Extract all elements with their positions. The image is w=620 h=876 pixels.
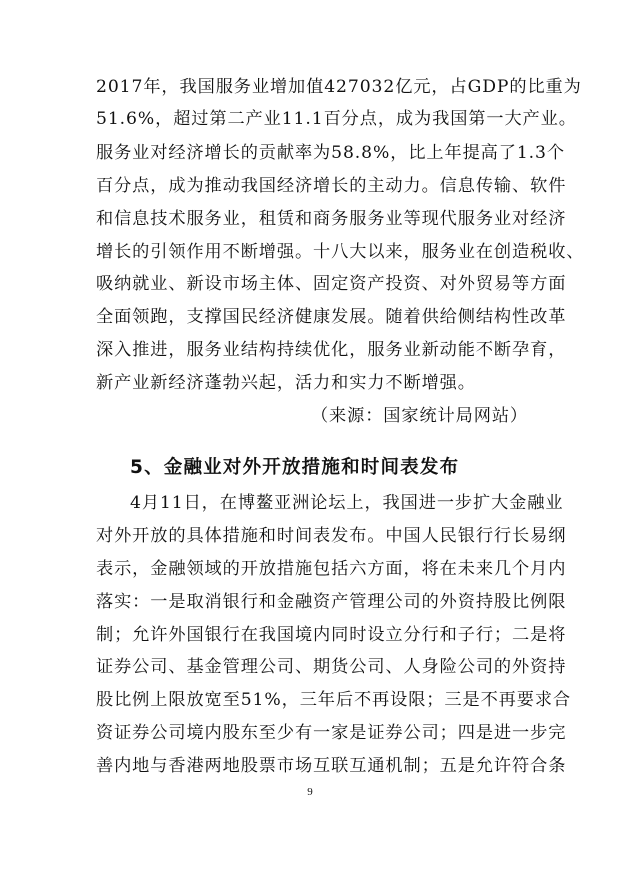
paragraph2-line-1: 4月11日，在博鳌亚洲论坛上，我国进一步扩大金融业 bbox=[130, 493, 564, 513]
paragraph2-line-5: 制；允许外国银行在我国境内同时设立分行和子行；二是将 bbox=[96, 625, 567, 645]
section-heading: 5、金融业对外开放措施和时间表发布 bbox=[130, 457, 460, 478]
paragraph2-line-8: 资证券公司境内股东至少有一家是证券公司；四是进一步完 bbox=[96, 723, 567, 743]
paragraph1-line-3: 服务业对经济增长的贡献率为58.8%，比上年提高了1.3个 bbox=[96, 143, 565, 163]
page-number: 9 bbox=[307, 786, 313, 798]
paragraph1-line-10: 新产业新经济蓬勃兴起，活力和实力不断增强。 bbox=[96, 373, 476, 393]
paragraph1-line-8: 全面领跑，支撑国民经济健康发展。随着供给侧结构性改革 bbox=[96, 307, 567, 327]
paragraph1-line-1: 2017年，我国服务业增加值427032亿元，占GDP的比重为 bbox=[96, 77, 582, 97]
paragraph2-line-3: 表示，金融领域的开放措施包括六方面，将在未来几个月内 bbox=[96, 559, 567, 579]
paragraph1-line-6: 增长的引领作用不断增强。十八大以来，服务业在创造税收、 bbox=[96, 242, 585, 262]
source-citation: （来源：国家统计局网站） bbox=[310, 406, 528, 426]
paragraph1-line-2: 51.6%，超过第二产业11.1百分点，成为我国第一大产业。 bbox=[96, 109, 577, 129]
paragraph2-line-9: 善内地与香港两地股票市场互联互通机制；五是允许符合条 bbox=[96, 756, 567, 776]
paragraph1-line-5: 和信息技术服务业，租赁和商务服务业等现代服务业对经济 bbox=[96, 209, 567, 229]
paragraph1-line-9: 深入推进，服务业结构持续优化，服务业新动能不断孕育， bbox=[96, 340, 567, 360]
paragraph2-line-4: 落实：一是取消银行和金融资产管理公司的外资持股比例限 bbox=[96, 592, 567, 612]
paragraph1-line-7: 吸纳就业、新设市场主体、固定资产投资、对外贸易等方面 bbox=[96, 274, 567, 294]
paragraph2-line-7: 股比例上限放宽至51%，三年后不再设限；三是不再要求合 bbox=[96, 690, 572, 710]
paragraph1-line-4: 百分点，成为推动我国经济增长的主动力。信息传输、软件 bbox=[96, 176, 567, 196]
paragraph2-line-2: 对外开放的具体措施和时间表发布。中国人民银行行长易纲 bbox=[96, 526, 567, 546]
paragraph2-line-6: 证券公司、基金管理公司、期货公司、人身险公司的外资持 bbox=[96, 657, 567, 677]
